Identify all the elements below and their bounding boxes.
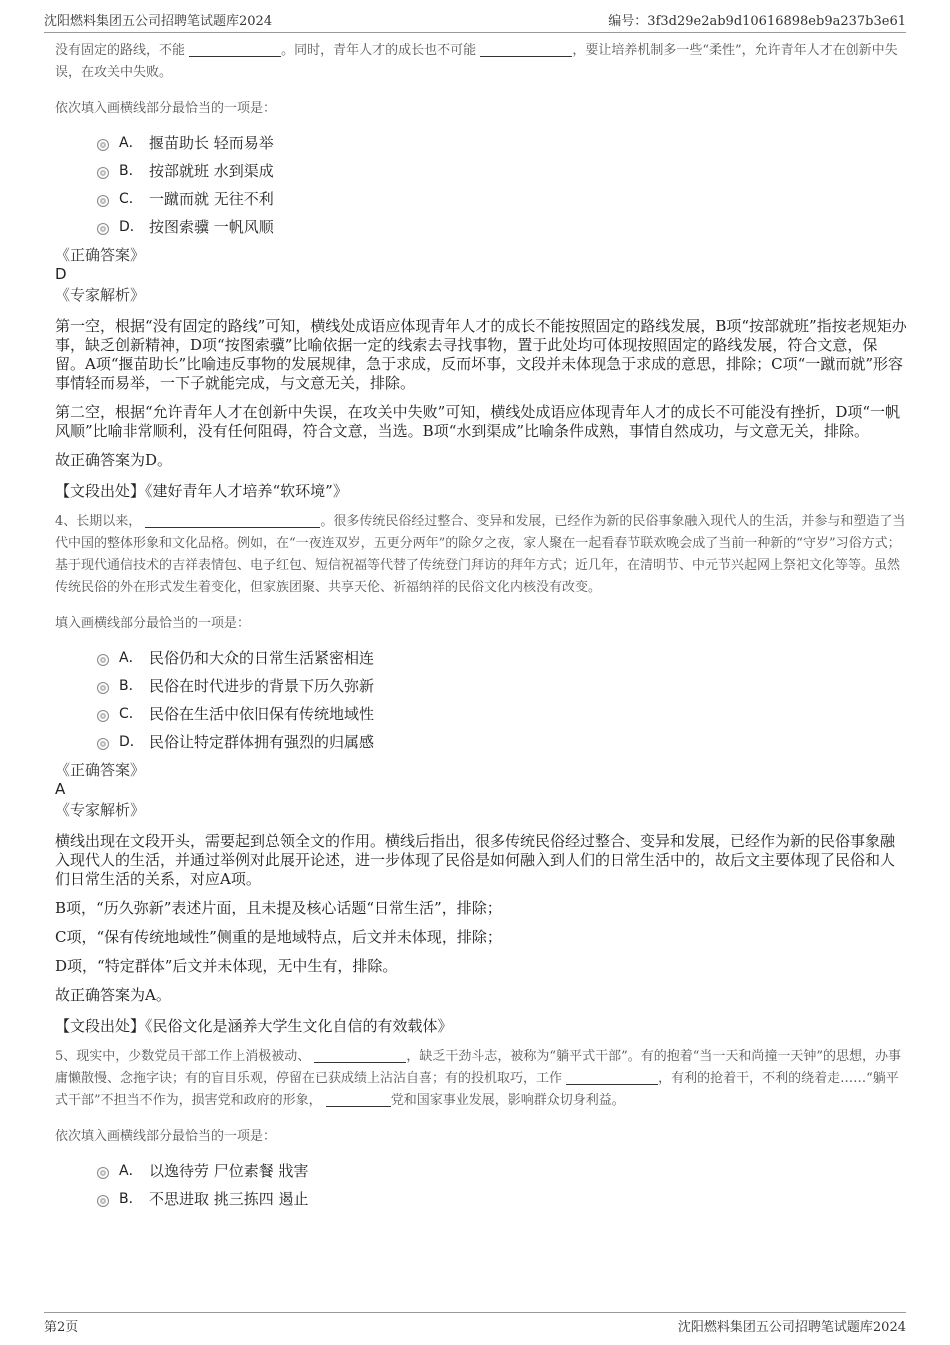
answer-blank	[480, 42, 572, 57]
option-letter: C．	[119, 706, 143, 722]
radio-icon[interactable]	[97, 223, 109, 235]
radio-icon[interactable]	[97, 139, 109, 151]
option-letter: B．	[119, 1191, 143, 1207]
stem-text: ，要让培养机制多一些“柔性”，允许青年人才在创新中失误，在攻关中失败。	[55, 43, 898, 80]
source-citation: 【文段出处】《建好青年人才培养“软环境”》	[55, 482, 348, 500]
stem-text: 。同时，青年人才的成长也不可能	[281, 43, 477, 58]
option-letter: A．	[119, 1163, 143, 1179]
stem-text: ，有利的抢着干，不利的绕着走……“躺平式干部”不担当不作为，损害党和政府的形象，	[55, 1071, 899, 1108]
page-content	[55, 40, 907, 1212]
option-d[interactable]	[97, 727, 907, 755]
stem-text: 5、现实中，少数党员干部工作上消极被动、	[55, 1049, 311, 1064]
analysis-conclusion: 故正确答案为A。	[55, 986, 171, 1004]
analysis-label: 《专家解析》	[55, 801, 146, 819]
option-d[interactable]	[97, 212, 907, 240]
option-text: 按图索骥 一帆风顺	[149, 217, 274, 236]
answer-value: D	[55, 265, 67, 283]
analysis-paragraph: C项，“保有传统地域性”侧重的是地域特点，后文并未体现，排除；	[55, 928, 502, 946]
question-prompt: 依次填入画横线部分最恰当的一项是：	[55, 1129, 277, 1144]
option-b[interactable]	[97, 1184, 907, 1212]
source-citation: 【文段出处】《民俗文化是涵养大学生文化自信的有效载体》	[55, 1017, 453, 1035]
stem-text: 没有固定的路线，不能	[55, 43, 186, 58]
radio-icon[interactable]	[97, 682, 109, 694]
option-letter: A．	[119, 650, 143, 666]
analysis-paragraph: 横线出现在文段开头，需要起到总领全文的作用。横线后指出，很多传统民俗经过整合、变异和发展，已经作为新的民俗事象融入现代人的生活，并通过举例对此展开论述，进一步体现了民俗是如何融入到人们的日常生活中的，故后文主要体现了民俗和人们日常生活的关系，对应A项。	[55, 832, 896, 888]
page-header	[44, 10, 906, 33]
header-title: 沈阳燃料集团五公司招聘笔试题库2024	[44, 14, 273, 29]
radio-icon[interactable]	[97, 710, 109, 722]
options-list	[97, 128, 907, 240]
option-letter: D．	[119, 734, 144, 750]
option-letter: C．	[119, 191, 143, 207]
analysis-paragraph: B项，“历久弥新”表述片面，且未提及核心话题“日常生活”，排除；	[55, 899, 502, 917]
stem-text: 。很多传统民俗经过整合、变异和发展，已经作为新的民俗事象融入现代人的生活，并参与和塑造了当代中国的整体形象和文化品格。例如，在“一夜连双岁，五更分两年”的除夕之夜，家人聚在一起看春节联欢晚会成了当前一种新的“守岁”习俗方式；基于现代通信技术的吉祥表情包、电子红包、短信祝福等代替了传统登门拜访的拜年方式；近几年，在清明节、中元节兴起网上祭祀文化等等。虽然传统民俗的外在形式发生着变化，但家族团聚、共享天伦、祈福纳祥的民俗文化内核没有改变。	[55, 514, 906, 595]
radio-icon[interactable]	[97, 195, 109, 207]
option-c[interactable]	[97, 184, 907, 212]
page-footer	[44, 1312, 906, 1335]
radio-icon[interactable]	[97, 1167, 109, 1179]
answer-label: 《正确答案》	[55, 761, 146, 779]
options-list	[97, 1156, 907, 1212]
option-letter: D．	[119, 219, 144, 235]
answer-value: A	[55, 780, 66, 798]
option-text: 民俗仍和大众的日常生活紧密相连	[149, 648, 375, 667]
answer-blank	[314, 1048, 406, 1063]
analysis-paragraph: 第一空，根据“没有固定的路线”可知，横线处成语应体现青年人才的成长不能按照固定的路线发展，B项“按部就班”指按老规矩办事，缺乏创新精神，D项“按图索骥”比喻依据一定的线索去寻找事物，置于此处均可体现按照固定的路线发展，符合文意，保留。A项“揠苗助长”比喻违反事物的发展规律，急于求成，反而坏事，文段并未体现急于求成的意思，排除；C项“一蹴而就”形容事情轻而易举，一下子就能完成，与文意无关，排除。	[55, 317, 907, 392]
question-prompt: 填入画横线部分最恰当的一项是：	[55, 616, 251, 631]
answer-blank	[566, 1070, 658, 1085]
answer-blank	[326, 1092, 391, 1107]
stem-text: 4、长期以来，	[55, 514, 142, 529]
option-a[interactable]	[97, 128, 907, 156]
analysis-paragraph: 第二空，根据“允许青年人才在创新中失误，在攻关中失败”可知，横线处成语应体现青年人才的成长不可能没有挫折，D项“一帆风顺”比喻非常顺利，没有任何阻碍，符合文意，当选。B项“水到渠成”比喻条件成熟，事情自然成功，与文意无关，排除。	[55, 403, 901, 440]
option-c[interactable]	[97, 699, 907, 727]
question-prompt: 依次填入画横线部分最恰当的一项是：	[55, 101, 277, 116]
header-id: 编号：3f3d29e2ab9d10616898eb9a237b3e61	[608, 14, 906, 29]
answer-blank	[145, 513, 320, 528]
question-4	[55, 511, 907, 1036]
analysis-paragraph: D项，“特定群体”后文并未体现，无中生有，排除。	[55, 957, 398, 975]
radio-icon[interactable]	[97, 1195, 109, 1207]
question-stem	[55, 511, 907, 599]
question-5	[55, 1046, 907, 1212]
option-text: 按部就班 水到渠成	[149, 161, 274, 180]
option-b[interactable]	[97, 671, 907, 699]
analysis-conclusion: 故正确答案为D。	[55, 451, 173, 469]
answer-label: 《正确答案》	[55, 246, 146, 264]
option-letter: A．	[119, 135, 143, 151]
option-text: 民俗在时代进步的背景下历久弥新	[149, 676, 375, 695]
answer-blank	[189, 42, 281, 57]
option-a[interactable]	[97, 643, 907, 671]
footer-title: 沈阳燃料集团五公司招聘笔试题库2024	[677, 1320, 906, 1335]
radio-icon[interactable]	[97, 654, 109, 666]
option-b[interactable]	[97, 156, 907, 184]
option-text: 以逸待劳 尸位素餐 戕害	[149, 1161, 309, 1180]
option-text: 民俗在生活中依旧保有传统地域性	[149, 704, 375, 723]
question-stem	[55, 40, 907, 84]
radio-icon[interactable]	[97, 167, 109, 179]
stem-text: 党和国家事业发展，影响群众切身利益。	[390, 1093, 625, 1108]
option-text: 不思进取 挑三拣四 遏止	[149, 1189, 309, 1208]
option-text: 揠苗助长 轻而易举	[149, 133, 274, 152]
question-3	[55, 40, 907, 501]
option-text: 民俗让特定群体拥有强烈的归属感	[149, 732, 375, 751]
analysis-label: 《专家解析》	[55, 286, 146, 304]
option-letter: B．	[119, 163, 143, 179]
option-a[interactable]	[97, 1156, 907, 1184]
question-stem	[55, 1046, 907, 1112]
option-letter: B．	[119, 678, 143, 694]
radio-icon[interactable]	[97, 738, 109, 750]
option-text: 一蹴而就 无往不利	[149, 189, 274, 208]
page-number: 第2页	[44, 1320, 79, 1335]
stem-text: ，缺乏干劲斗志，被称为“躺平式干部”。有的抱着“当一天和尚撞一天钟”的思想，办事庸懒散慢、念拖字诀；有的盲目乐观，停留在已获成绩上沾沾自喜；有的投机取巧，工作	[55, 1049, 902, 1086]
options-list	[97, 643, 907, 755]
